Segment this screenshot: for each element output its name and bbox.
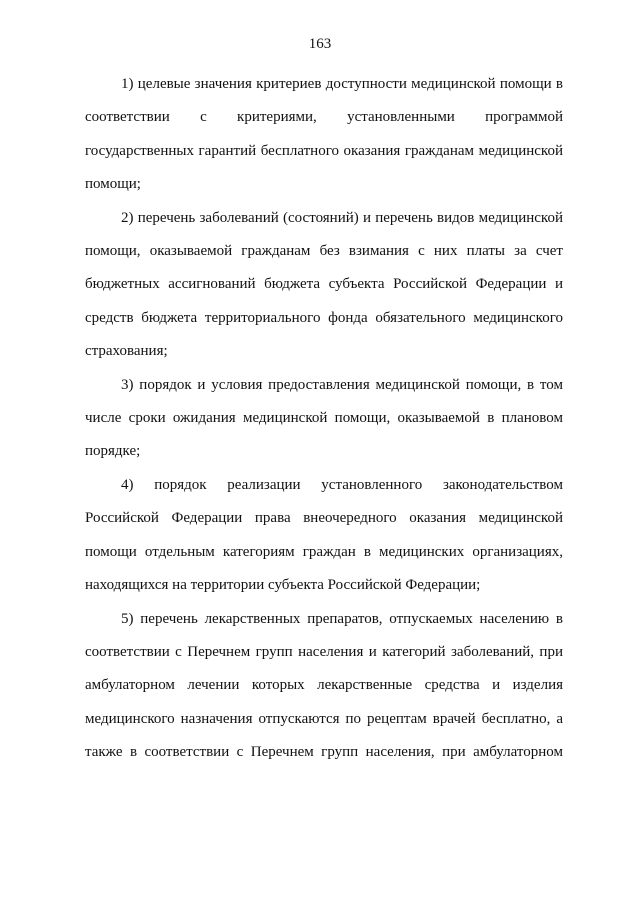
paragraph-item-2: 2) перечень заболеваний (состояний) и перечень видов медицинской помощи, оказываемой гражданам без взимания с них платы за счет бюджетных ассигнований бюджета субъекта Российской Федерации и средств бюджета территориального фонда обязательного медицинского страхования; [85,209,563,360]
page-number: 163 [308,36,332,52]
paragraph-item-3: 3) порядок и условия предоставления медицинской помощи, в том числе сроки ожидания медицинской помощи, оказываемой в плановом порядке; [85,376,563,460]
paragraph-item-4: 4) порядок реализации установленного законодательством Российской Федерации права внеочередного оказания медицинской помощи отдельным категориям граждан в медицинских организациях, находящихся на территории субъекта Российской Федерации; [85,476,563,594]
document-body [85,68,563,770]
paragraph-item-5: 5) перечень лекарственных препаратов, отпускаемых населению в соответствии с Перечнем групп населения и категорий заболеваний, при амбулаторном лечении которых лекарственные средства и изделия медицинского назначения отпускаются по рецептам врачей бесплатно, а также в соответствии с Перечнем групп населения, при амбулаторном [85,610,563,761]
paragraph-item-1: 1) целевые значения критериев доступности медицинской помощи в соответствии с критериями, установленными программой государственных гарантий бесплатного оказания гражданам медицинской помощи; [85,76,563,193]
